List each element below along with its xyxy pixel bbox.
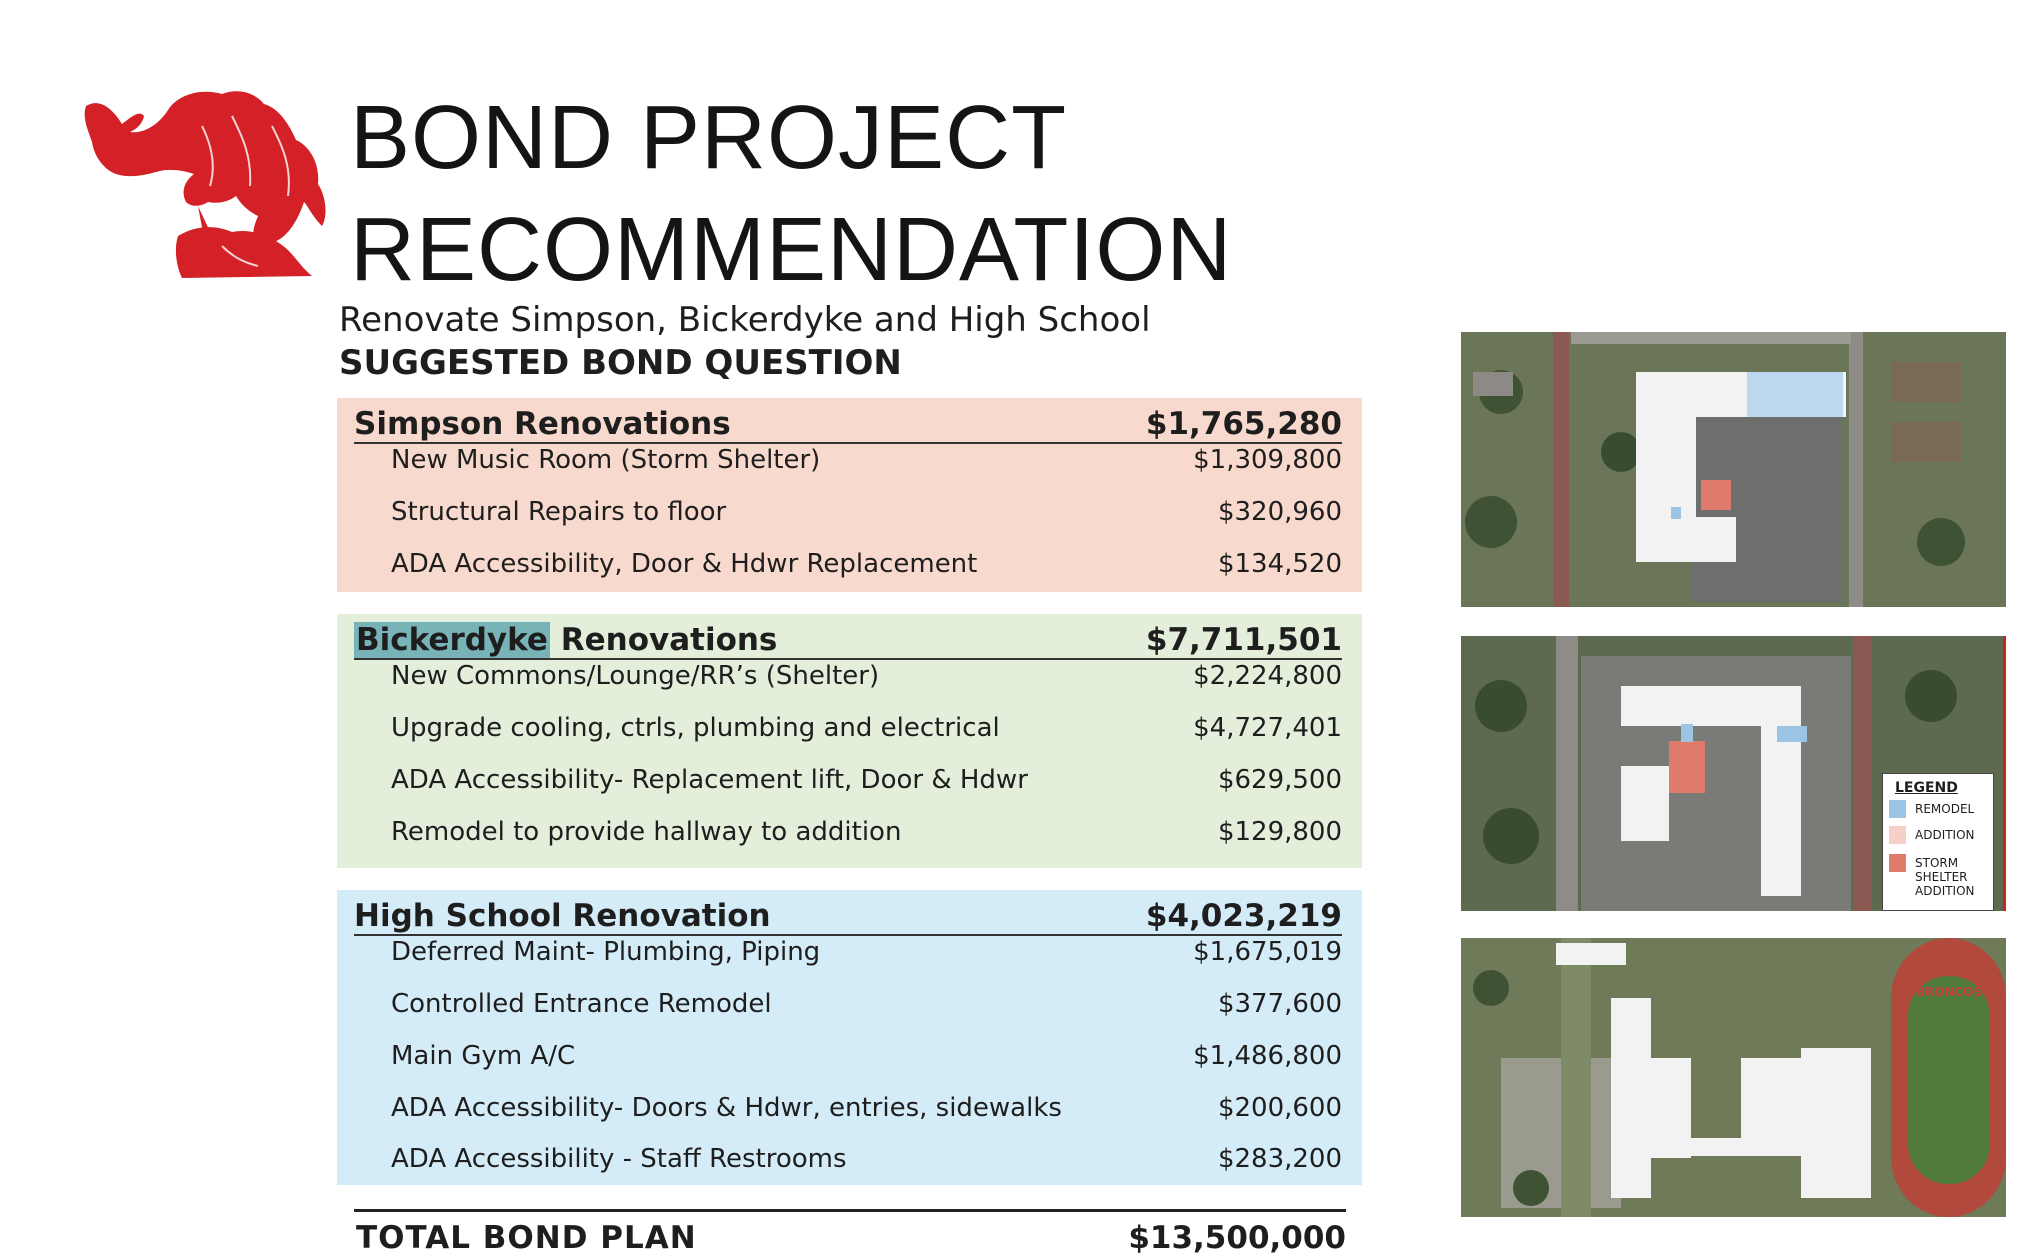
legend-label: ADDITION [1915,828,1975,842]
simpson-panel [337,398,1362,592]
bronco-logo [82,86,338,282]
legend-label: REMODEL [1915,802,1975,816]
legend-label: STORM SHELTER ADDITION [1915,856,1975,898]
total-amount: $13,500,000 [1128,1220,1346,1256]
line-item [391,445,1342,481]
total-divider [354,1209,1346,1212]
item-label: Deferred Maint- Plumbing, Piping [391,937,821,967]
item-amount: $629,500 [1217,765,1342,795]
item-label: New Music Room (Storm Shelter) [391,445,821,475]
line-item [391,713,1342,749]
subtitle: Renovate Simpson, Bickerdyke and High School [339,300,1151,340]
simpson-aerial-photo [1461,332,2006,607]
item-amount: $129,800 [1217,817,1342,847]
item-label: ADA Accessibility, Door & Hdwr Replacement [391,549,978,579]
simpson-header [354,406,1342,444]
section-total: $7,711,501 [1145,622,1342,658]
title-line-1: BOND PROJECT [350,88,1068,188]
bronco-mascot-icon [82,86,338,282]
item-amount: $377,600 [1217,989,1342,1019]
line-item [391,765,1342,801]
item-amount: $2,224,800 [1193,661,1342,691]
line-item [391,661,1342,697]
line-item [391,1041,1342,1077]
item-label: ADA Accessibility- Replacement lift, Door & Hdwr [391,765,1028,795]
line-item [391,1093,1342,1129]
map-legend [1882,773,1994,911]
page-title [350,82,1232,306]
total-label: TOTAL BOND PLAN [356,1220,697,1256]
item-amount: $134,520 [1217,549,1342,579]
title-line-2: RECOMMENDATION [350,200,1233,300]
line-item [391,817,1342,853]
item-label: Upgrade cooling, ctrls, plumbing and electrical [391,713,1000,743]
item-label: New Commons/Lounge/RR’s (Shelter) [391,661,880,691]
highlighted-word: Bickerdyke [356,622,548,658]
item-label: Main Gym A/C [391,1041,576,1071]
suggested-bond-question: SUGGESTED BOND QUESTION [339,343,902,383]
legend-swatch [1889,800,1906,818]
legend-title: LEGEND [1895,780,1958,796]
section-name [354,622,777,658]
high-school-panel [337,890,1362,1185]
section-name-rest: Renovations [549,622,778,658]
item-label: ADA Accessibility- Doors & Hdwr, entries, sidewalks [391,1093,1062,1123]
line-item [391,497,1342,533]
item-amount: $320,960 [1217,497,1342,527]
line-item [391,989,1342,1025]
section-name: Simpson Renovations [354,406,731,442]
high-school-header [354,898,1342,936]
item-label: Structural Repairs to floor [391,497,727,527]
item-label: ADA Accessibility - Staff Restrooms [391,1144,847,1174]
section-total: $1,765,280 [1145,406,1342,442]
legend-swatch [1889,854,1906,872]
line-item [391,1144,1342,1180]
legend-swatch [1889,826,1906,844]
bickerdyke-panel [337,614,1362,868]
item-amount: $283,200 [1217,1144,1342,1174]
item-amount: $1,309,800 [1193,445,1342,475]
section-name: High School Renovation [354,898,771,934]
high-school-aerial-photo [1461,938,2006,1217]
item-amount: $1,675,019 [1193,937,1342,967]
item-amount: $200,600 [1217,1093,1342,1123]
item-amount: $1,486,800 [1193,1041,1342,1071]
item-amount: $4,727,401 [1193,713,1342,743]
bickerdyke-header [354,622,1342,660]
field-end-zone-text: BRONCOS [1915,985,1983,999]
line-item [391,937,1342,973]
line-item [391,549,1342,585]
item-label: Remodel to provide hallway to addition [391,817,902,847]
section-total: $4,023,219 [1145,898,1342,934]
item-label: Controlled Entrance Remodel [391,989,772,1019]
